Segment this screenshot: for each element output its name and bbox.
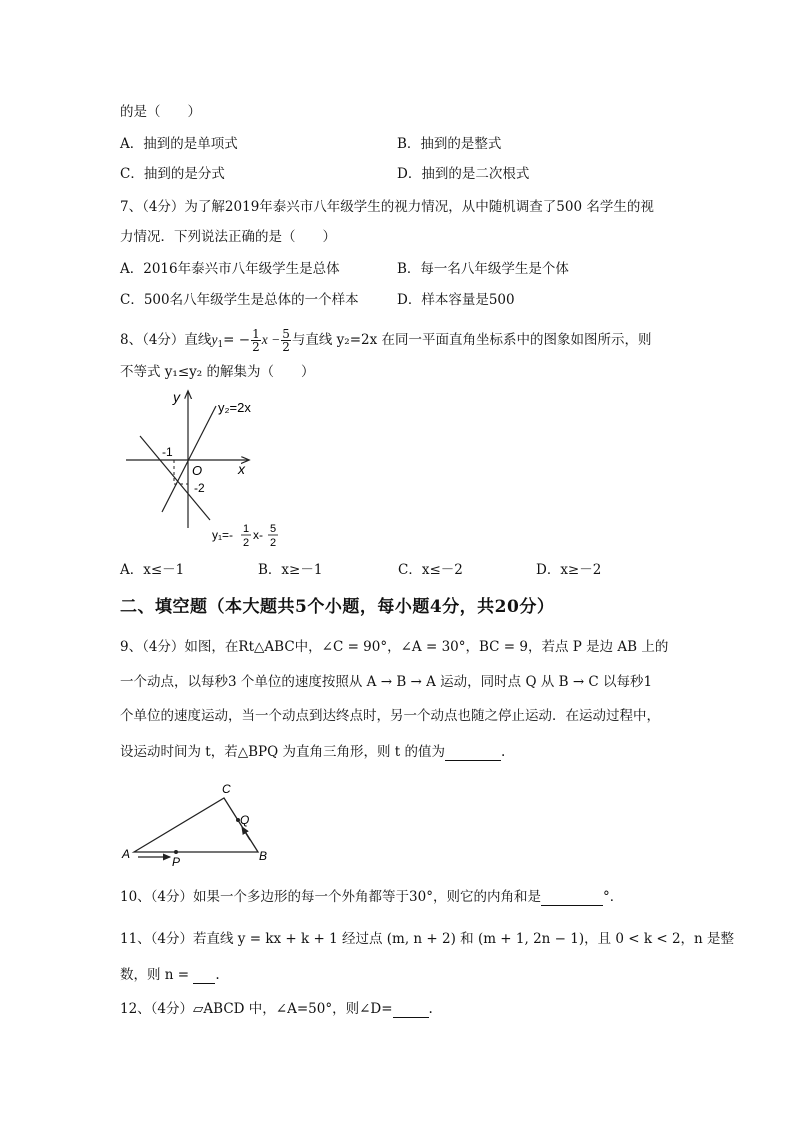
q11-line2-pre: 数，则 n = bbox=[120, 967, 194, 983]
q8-label-y1-mid: x- bbox=[253, 528, 263, 542]
q8-y1-var: y bbox=[211, 332, 218, 347]
q12-pre: 12、（4分）▱ABCD 中，∠A=50°，则∠D= bbox=[120, 1001, 393, 1017]
q8-label-neg2: -2 bbox=[194, 481, 205, 495]
q9-label-a: A bbox=[122, 847, 131, 861]
q11-line2 bbox=[120, 966, 220, 984]
q9-line1: 9、（4分）如图，在Rt△ABC中，∠C = 90°，∠A = 30°，BC = 9，若点 P 是边 AB 上的 bbox=[120, 639, 669, 655]
q8-line-y2 bbox=[162, 406, 216, 512]
q9-point-p bbox=[174, 850, 178, 854]
q12-post: . bbox=[428, 1001, 433, 1017]
q8-pre: 8、（4分）直线 bbox=[120, 332, 212, 348]
q9-line4-pre: 设运动时间为 t，若△BPQ 为直角三角形，则 t 的值为 bbox=[120, 744, 445, 760]
q8-label-y1-frac2-den: 2 bbox=[270, 537, 277, 548]
q8-label-neg1: -1 bbox=[162, 445, 173, 459]
q8-option-d: D．x≥－2 bbox=[536, 562, 602, 578]
q11-line2-post: . bbox=[215, 967, 220, 983]
q12-line bbox=[120, 1000, 433, 1018]
q10-answer-blank[interactable] bbox=[541, 891, 603, 906]
q9-line4-post: . bbox=[500, 744, 506, 760]
q8-post: 与直线 y₂=2x 在同一平面直角坐标系中的图象如图所示，则 bbox=[291, 332, 652, 348]
q10-line bbox=[120, 888, 623, 906]
q6-option-b: B．抽到的是整式 bbox=[397, 136, 502, 152]
q8-frac1: $\frac{1}{2}$ bbox=[252, 327, 260, 354]
section-2-title: 二、填空题（本大题共5个小题，每小题4分，共20分） bbox=[120, 597, 555, 617]
q6-option-d: D．抽到的是二次根式 bbox=[397, 166, 530, 182]
q11-answer-blank[interactable] bbox=[193, 969, 215, 984]
q8-label-y1-pre: y₁=- bbox=[212, 528, 234, 542]
q6-tail: 的是（ ） bbox=[120, 104, 201, 120]
q11-line1: 11、（4分）若直线 y = kx + k + 1 经过点 (m, n + 2) 和 (m + 1, 2n − 1)，且 0 < k < 2，n 是整 bbox=[120, 931, 735, 947]
q9-line2: 一个动点，以每秒3 个单位的速度按照从 A → B → A 运动，同时点 Q 从 B → C 以每秒1 bbox=[120, 674, 653, 690]
q7-option-b: B．每一名八年级学生是个体 bbox=[397, 261, 569, 277]
q7-line2: 力情况．下列说法正确的是（ ） bbox=[120, 229, 336, 245]
q9-answer-blank[interactable] bbox=[445, 746, 501, 761]
q9-label-p: P bbox=[172, 855, 181, 869]
q8-x-minus: x − bbox=[261, 332, 281, 347]
q8-option-c: C．x≤－2 bbox=[398, 562, 463, 578]
q9-label-b: B bbox=[259, 849, 268, 863]
q6-option-c: C．抽到的是分式 bbox=[120, 166, 225, 182]
q9-label-q: Q bbox=[240, 813, 250, 827]
q12-answer-blank[interactable] bbox=[393, 1003, 429, 1018]
q8-eq-minus: = − bbox=[223, 332, 251, 348]
q8-label-y1-frac-den: 2 bbox=[243, 537, 250, 548]
q8-label-y1-frac2-num: 5 bbox=[270, 523, 277, 535]
q7-option-d: D．样本容量是500 bbox=[397, 292, 515, 308]
q9-line4 bbox=[120, 743, 505, 761]
q7-option-a: A．2016年泰兴市八年级学生是总体 bbox=[120, 261, 340, 277]
q8-option-b: B．x≥－1 bbox=[258, 562, 323, 578]
q8-graph bbox=[118, 388, 298, 548]
q10-pre: 10、（4分）如果一个多边形的每一个外角都等于30°，则它的内角和是 bbox=[120, 889, 541, 905]
q8-option-a: A．x≤－1 bbox=[120, 562, 185, 578]
q8-label-origin: O bbox=[192, 463, 203, 478]
q8-y1-sub: 1 bbox=[217, 340, 224, 350]
q9-line3: 个单位的速度运动，当一个动点到达终点时，另一个动点也随之停止运动．在运动过程中， bbox=[120, 708, 660, 724]
q9-label-c: C bbox=[222, 782, 231, 796]
q7-line1: 7、（4分）为了解2019年泰兴市八年级学生的视力情况，从中随机调查了500 名学生的视 bbox=[120, 199, 654, 215]
q8-line2: 不等式 y₁≤y₂ 的解集为（ ） bbox=[120, 364, 315, 380]
q6-option-a: A．抽到的是单项式 bbox=[120, 136, 238, 152]
q9-arrow-q bbox=[242, 827, 250, 840]
q8-label-y1-frac-num: 1 bbox=[243, 523, 250, 535]
q8-label-x-axis: x bbox=[238, 461, 245, 477]
q10-post: °． bbox=[602, 889, 624, 905]
q8-line1 bbox=[120, 325, 652, 360]
q8-frac2: $\frac{5}{2}$ bbox=[282, 327, 290, 354]
q8-label-y-axis: y bbox=[173, 389, 180, 405]
q9-figure bbox=[118, 780, 278, 870]
q8-line-y1 bbox=[140, 436, 210, 520]
q7-option-c: C．500名八年级学生是总体的一个样本 bbox=[120, 292, 359, 308]
q8-label-y2: y₂=2x bbox=[218, 400, 251, 415]
